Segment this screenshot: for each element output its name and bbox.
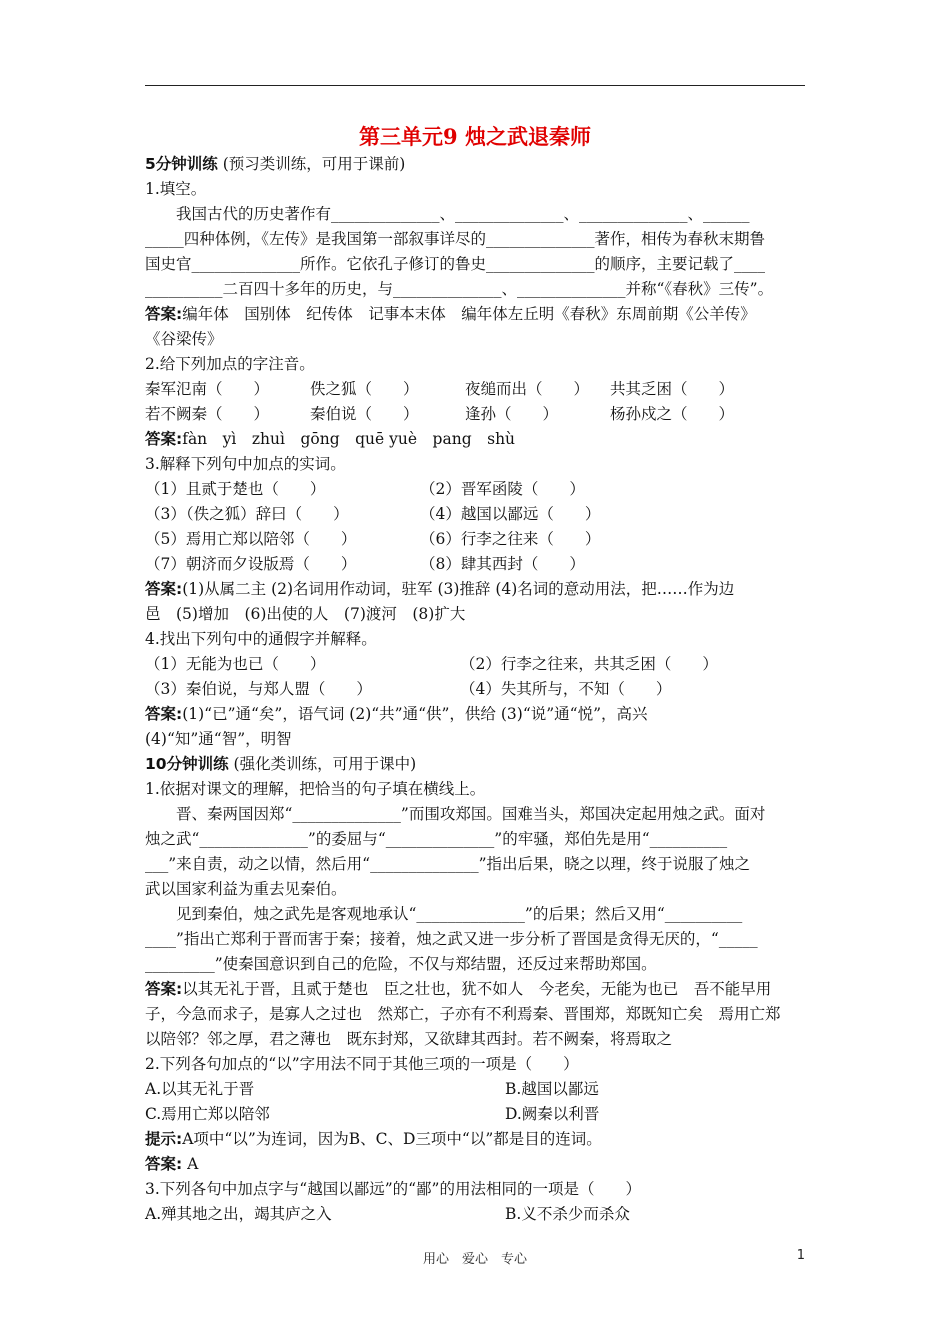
answer-continued: (4)“知”通“智”，明智 — [145, 730, 292, 748]
question-line: ___”来自责，动之以情，然后用“______________”指出后果，晓之以理，终于说服了烛之 — [145, 855, 751, 873]
question-line: __________二百四十多年的历史，与______________、______________并称“《春秋》三传”。 — [145, 280, 774, 298]
answer-label: 答案: — [145, 1155, 183, 1173]
question-item: 夜缒而出（ ） — [465, 380, 590, 398]
question-row — [145, 377, 805, 402]
answer — [145, 302, 805, 327]
question-item: （2）晋军函陵（ ） — [420, 480, 585, 498]
option-row — [145, 1077, 805, 1102]
question-item: （7）朝济而夕设版焉（ ） — [145, 555, 357, 573]
page-footer — [145, 1248, 805, 1268]
question-item: （4）越国以鄙远（ ） — [420, 505, 601, 523]
answer-text: fàn yì zhuì gōng quē yuè pang shù — [182, 430, 516, 448]
question-line: _____四种体例，《左传》是我国第一部叙事详尽的______________著作，相传为春秋末期鲁 — [145, 230, 766, 248]
question-item: 秦伯说（ ） — [310, 405, 419, 423]
question-item: 逢孙（ ） — [465, 405, 559, 423]
answer-label: 答案: — [145, 980, 183, 998]
answer-label: 答案: — [145, 305, 183, 323]
header-rule — [145, 85, 805, 86]
answer — [145, 702, 805, 727]
document-body — [145, 152, 805, 1227]
question-label: 2.给下列加点的字注音。 — [145, 355, 315, 373]
hint-label: 提示: — [145, 1130, 183, 1148]
answer-continued: 以陪邻？邻之厚，君之薄也 既东封郑，又欲肆其西封。若不阙秦，将焉取之 — [145, 1030, 673, 1048]
question-item: （8）肆其西封（ ） — [420, 555, 585, 573]
option-b: B.越国以鄙远 — [505, 1080, 599, 1098]
answer-continued: 《谷梁传》 — [145, 330, 223, 348]
question-line: _________”使秦国意识到自己的危险，不仅与郑结盟，还反过来帮助郑国。 — [145, 955, 657, 973]
option-row — [145, 1102, 805, 1127]
answer-text: A — [187, 1155, 199, 1173]
question-row — [145, 552, 805, 577]
question-item: （6）行李之往来（ ） — [420, 530, 601, 548]
section-heading — [145, 152, 805, 177]
hint — [145, 1127, 805, 1152]
answer — [145, 427, 805, 452]
question-line: ____”指出亡郑利于晋而害于秦；接着，烛之武又进一步分析了晋国是贪得无厌的，“_____ — [145, 930, 758, 948]
question-item: （3）（佚之狐）辞曰（ ） — [145, 505, 349, 523]
question-label: 3.下列各句中加点字与“越国以鄙远”的“鄙”的用法相同的一项是（ ） — [145, 1180, 641, 1198]
section-heading-label: 5分钟训练 — [145, 155, 218, 173]
question-line: 晋、秦两国因郑“______________”而围攻郑国。国难当头，郑国决定起用烛之武。面对 — [176, 805, 766, 823]
answer-label: 答案: — [145, 705, 183, 723]
section-heading-note: (预习类训练，可用于课前) — [222, 155, 406, 173]
question-row — [145, 652, 805, 677]
question-label: 2.下列各句加点的“以”字用法不同于其他三项的一项是（ ） — [145, 1055, 579, 1073]
option-a: A.殚其地之出，竭其庐之入 — [145, 1205, 332, 1223]
question-line: 武以国家利益为重去见秦伯。 — [145, 880, 347, 898]
answer — [145, 1152, 805, 1177]
answer-text: 编年体 国别体 纪传体 记事本末体 编年体左丘明《春秋》东周前期《公羊传》 — [182, 305, 756, 323]
option-d: D.阙秦以利晋 — [505, 1105, 600, 1123]
answer-text: (1)从属二主 (2)名词用作动词，驻军 (3)推辞 (4)名词的意动用法，把……作为边 — [182, 580, 735, 598]
question-item: 共其乏困（ ） — [610, 380, 735, 398]
question-line: 国史官______________所作。它依孔子修订的鲁史______________的顺序，主要记载了____ — [145, 255, 766, 273]
question-row — [145, 527, 805, 552]
question-item: （5）焉用亡郑以陪邻（ ） — [145, 530, 357, 548]
question-item: （4）失其所与，不知（ ） — [460, 680, 672, 698]
question-label: 3.解释下列句中加点的实词。 — [145, 455, 346, 473]
question-item: 若不阙秦（ ） — [145, 405, 270, 423]
question-item: （1）且贰于楚也（ ） — [145, 480, 326, 498]
answer-continued: 邑 (5)增加 (6)出使的人 (7)渡河 (8)扩大 — [145, 605, 466, 623]
question-label: 1.填空。 — [145, 180, 207, 198]
option-a: A.以其无礼于晋 — [145, 1080, 255, 1098]
option-b: B.义不杀少而杀众 — [505, 1205, 630, 1223]
question-row — [145, 402, 805, 427]
answer — [145, 577, 805, 602]
section-heading — [145, 752, 805, 777]
question-row — [145, 477, 805, 502]
answer — [145, 977, 805, 1002]
question-item: 佚之狐（ ） — [310, 380, 419, 398]
answer-label: 答案: — [145, 580, 183, 598]
question-row — [145, 677, 805, 702]
hint-text: A项中“以”为连词，因为B、C、D三项中“以”都是目的连词。 — [182, 1130, 602, 1148]
question-item: （2）行李之往来，共其乏困（ ） — [460, 655, 718, 673]
question-item: （1）无能为也已（ ） — [145, 655, 326, 673]
question-line: 我国古代的历史著作有______________、______________、______________、______ — [176, 205, 750, 223]
question-item: 杨孙戍之（ ） — [610, 405, 735, 423]
footer-motto: 用心 爱心 专心 — [422, 1252, 527, 1267]
question-label: 1.依据对课文的理解，把恰当的句子填在横线上。 — [145, 780, 486, 798]
page-number: 1 — [796, 1248, 805, 1263]
page-title: 第三单元9 烛之武退秦师 — [359, 124, 591, 149]
question-label: 4.找出下列句中的通假字并解释。 — [145, 630, 377, 648]
answer-text: (1)“已”通“矣”，语气词 (2)“共”通“供”，供给 (3)“说”通“悦”，高兴 — [182, 705, 648, 723]
option-c: C.焉用亡郑以陪邻 — [145, 1105, 270, 1123]
section-heading-label: 10分钟训练 — [145, 755, 229, 773]
answer-label: 答案: — [145, 430, 183, 448]
question-item: 秦军氾南（ ） — [145, 380, 270, 398]
question-row — [145, 502, 805, 527]
answer-continued: 子，今急而求子，是寡人之过也 然郑亡，子亦有不利焉秦、晋围郑，郑既知亡矣 焉用亡郑 — [145, 1005, 781, 1023]
question-item: （3）秦伯说，与郑人盟（ ） — [145, 680, 372, 698]
section-heading-note: (强化类训练，可用于课中) — [233, 755, 417, 773]
option-row — [145, 1202, 805, 1227]
question-line: 见到秦伯，烛之武先是客观地承认“______________”的后果；然后又用“__________ — [176, 905, 743, 923]
question-line: 烛之武“______________”的委屈与“______________”的牢骚，郑伯先是用“__________ — [145, 830, 728, 848]
answer-text: 以其无礼于晋，且贰于楚也 臣之壮也，犹不如人 今老矣，无能为也已 吾不能早用 — [182, 980, 772, 998]
